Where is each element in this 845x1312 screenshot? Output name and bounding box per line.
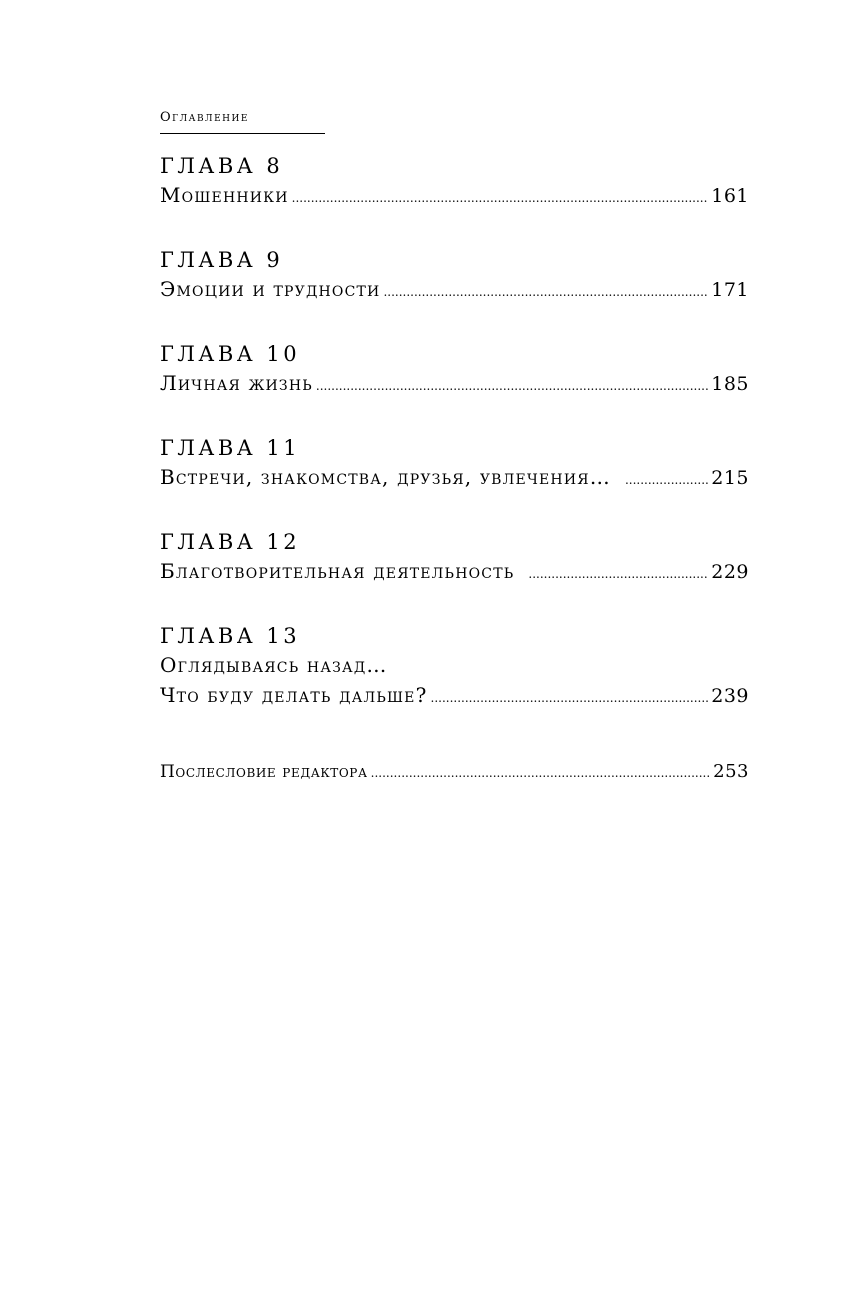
page-number: 161 [711, 185, 749, 207]
toc-entry[interactable] [160, 462, 749, 492]
chapter-12 [160, 528, 749, 586]
page-number: 229 [711, 561, 749, 583]
dot-leader [383, 277, 708, 307]
entry-title: Благотворительная деятельность [160, 559, 515, 583]
page-number: 171 [711, 279, 749, 301]
afterword-entry[interactable] [160, 757, 749, 787]
dot-leader [292, 183, 709, 213]
chapter-10 [160, 340, 749, 398]
dot-leader [528, 559, 708, 589]
page-number: 239 [711, 685, 749, 707]
entry-title: Мошенники [160, 183, 289, 207]
entry-title: Послесловие редактора [160, 762, 368, 782]
entry-title-line-1: Оглядываясь назад… [160, 653, 388, 677]
toc-entry[interactable] [160, 274, 749, 304]
chapter-label: ГЛАВА 12 [160, 530, 301, 554]
chapter-label: ГЛАВА 13 [160, 624, 301, 648]
chapter-label: ГЛАВА 8 [160, 154, 284, 178]
dot-leader [371, 758, 710, 788]
chapter-8 [160, 152, 749, 210]
chapter-label: ГЛАВА 9 [160, 248, 284, 272]
dot-leader [316, 371, 708, 401]
chapter-label: ГЛАВА 11 [160, 436, 301, 460]
page-number: 215 [711, 467, 749, 489]
entry-title: Эмоции и трудности [160, 277, 381, 301]
page-number: 185 [711, 373, 749, 395]
toc-header: Оглавление [160, 110, 249, 125]
toc-entry[interactable] [160, 368, 749, 398]
toc-entry[interactable] [160, 680, 749, 710]
dot-leader [431, 683, 709, 713]
chapter-11 [160, 434, 749, 492]
chapter-label: ГЛАВА 10 [160, 342, 301, 366]
dot-leader [625, 465, 708, 495]
entry-title: Что буду делать дальше? [160, 683, 428, 707]
toc-entry[interactable] [160, 180, 749, 210]
entry-title: Личная жизнь [160, 371, 313, 395]
header-rule [160, 133, 325, 134]
page-number: 253 [713, 761, 749, 782]
chapter-9 [160, 246, 749, 304]
entry-title: Встречи, знакомства, друзья, увлечения… [160, 465, 611, 489]
toc-entry[interactable] [160, 556, 749, 586]
chapter-13 [160, 622, 749, 710]
